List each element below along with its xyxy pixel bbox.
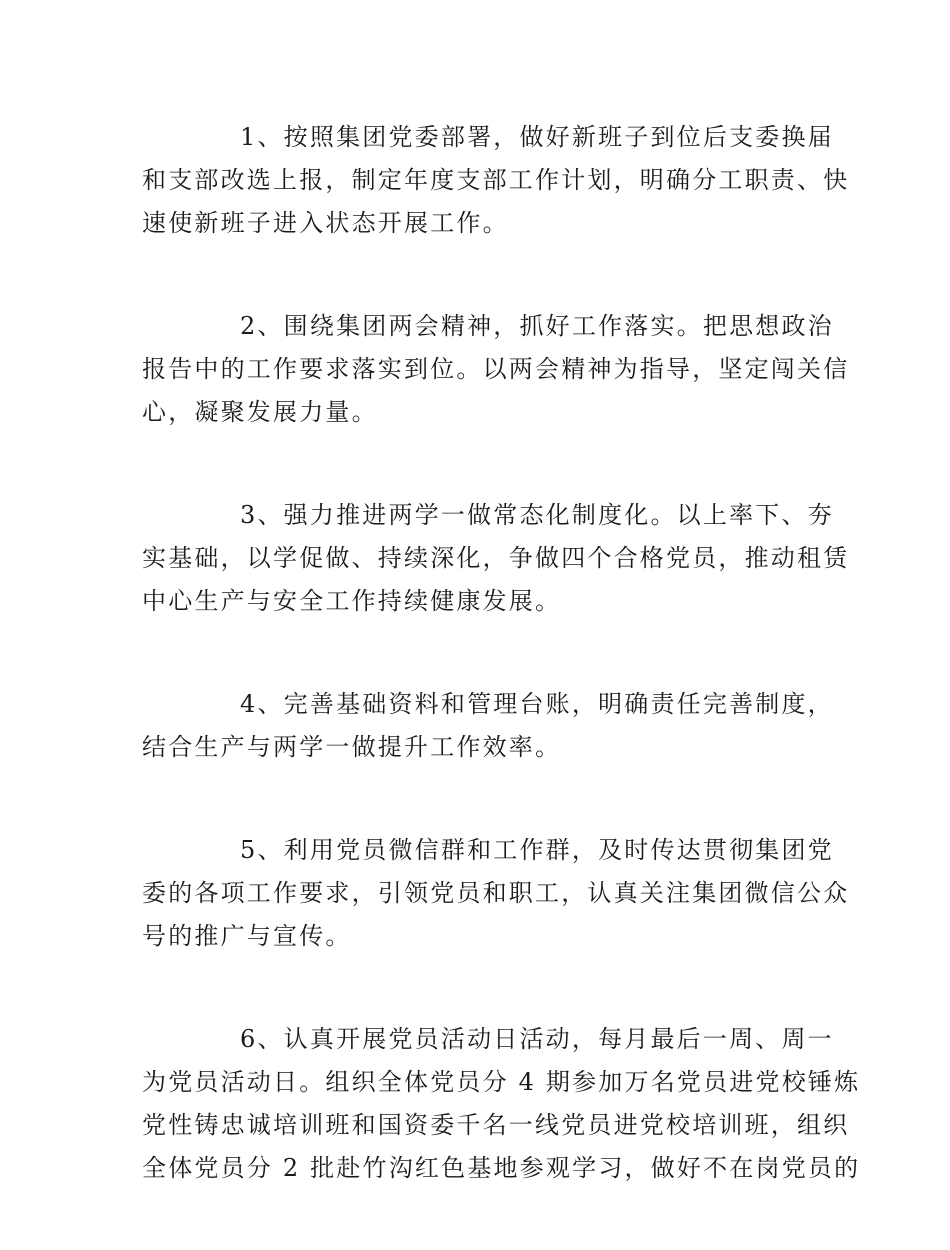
- paragraph-1: [142, 116, 850, 245]
- paragraph-line: 结合生产与两学一做提升工作效率。: [142, 733, 562, 761]
- paragraph-line: 3、强力推进两学一做常态化制度化。以上率下、夯: [240, 501, 834, 529]
- paragraph-3: [142, 494, 850, 623]
- paragraph-line: 心，凝聚发展力量。: [142, 398, 378, 426]
- paragraph-line: 号的推广与宣传。: [142, 922, 352, 950]
- paragraph-line: 4、完善基础资料和管理台账，明确责任完善制度，: [240, 690, 834, 718]
- paragraph-line: 和支部改选上报，制定年度支部工作计划，明确分工职责、快: [142, 166, 850, 194]
- paragraph-2: [142, 305, 850, 434]
- paragraph-line: 2、围绕集团两会精神，抓好工作落实。把思想政治: [240, 312, 834, 340]
- paragraph-line: 1、按照集团党委部署，做好新班子到位后支委换届: [240, 123, 834, 151]
- paragraph-line: 报告中的工作要求落实到位。以两会精神为指导，坚定闯关信: [142, 355, 850, 383]
- paragraph-line: 5、利用党员微信群和工作群，及时传达贯彻集团党: [240, 836, 834, 864]
- paragraph-5: [142, 829, 850, 958]
- paragraph-6: [142, 1018, 861, 1190]
- paragraph-line: 6、认真开展党员活动日活动，每月最后一周、周一: [240, 1025, 834, 1053]
- paragraph-line: 党性铸忠诚培训班和国资委千名一线党员进党校培训班，组织: [142, 1111, 850, 1139]
- paragraph-line: 全体党员分 2 批赴竹沟红色基地参观学习，做好不在岗党员的: [142, 1154, 861, 1182]
- document-body: [142, 116, 861, 1250]
- paragraph-line: 为党员活动日。组织全体党员分 4 期参加万名党员进党校锤炼: [142, 1068, 861, 1096]
- paragraph-line: 速使新班子进入状态开展工作。: [142, 209, 509, 237]
- paragraph-line: 委的各项工作要求，引领党员和职工，认真关注集团微信公众: [142, 879, 850, 907]
- paragraph-line: 中心生产与安全工作持续健康发展。: [142, 587, 562, 615]
- paragraph-line: 实基础，以学促做、持续深化，争做四个合格党员，推动租赁: [142, 544, 850, 572]
- paragraph-4: [142, 683, 834, 769]
